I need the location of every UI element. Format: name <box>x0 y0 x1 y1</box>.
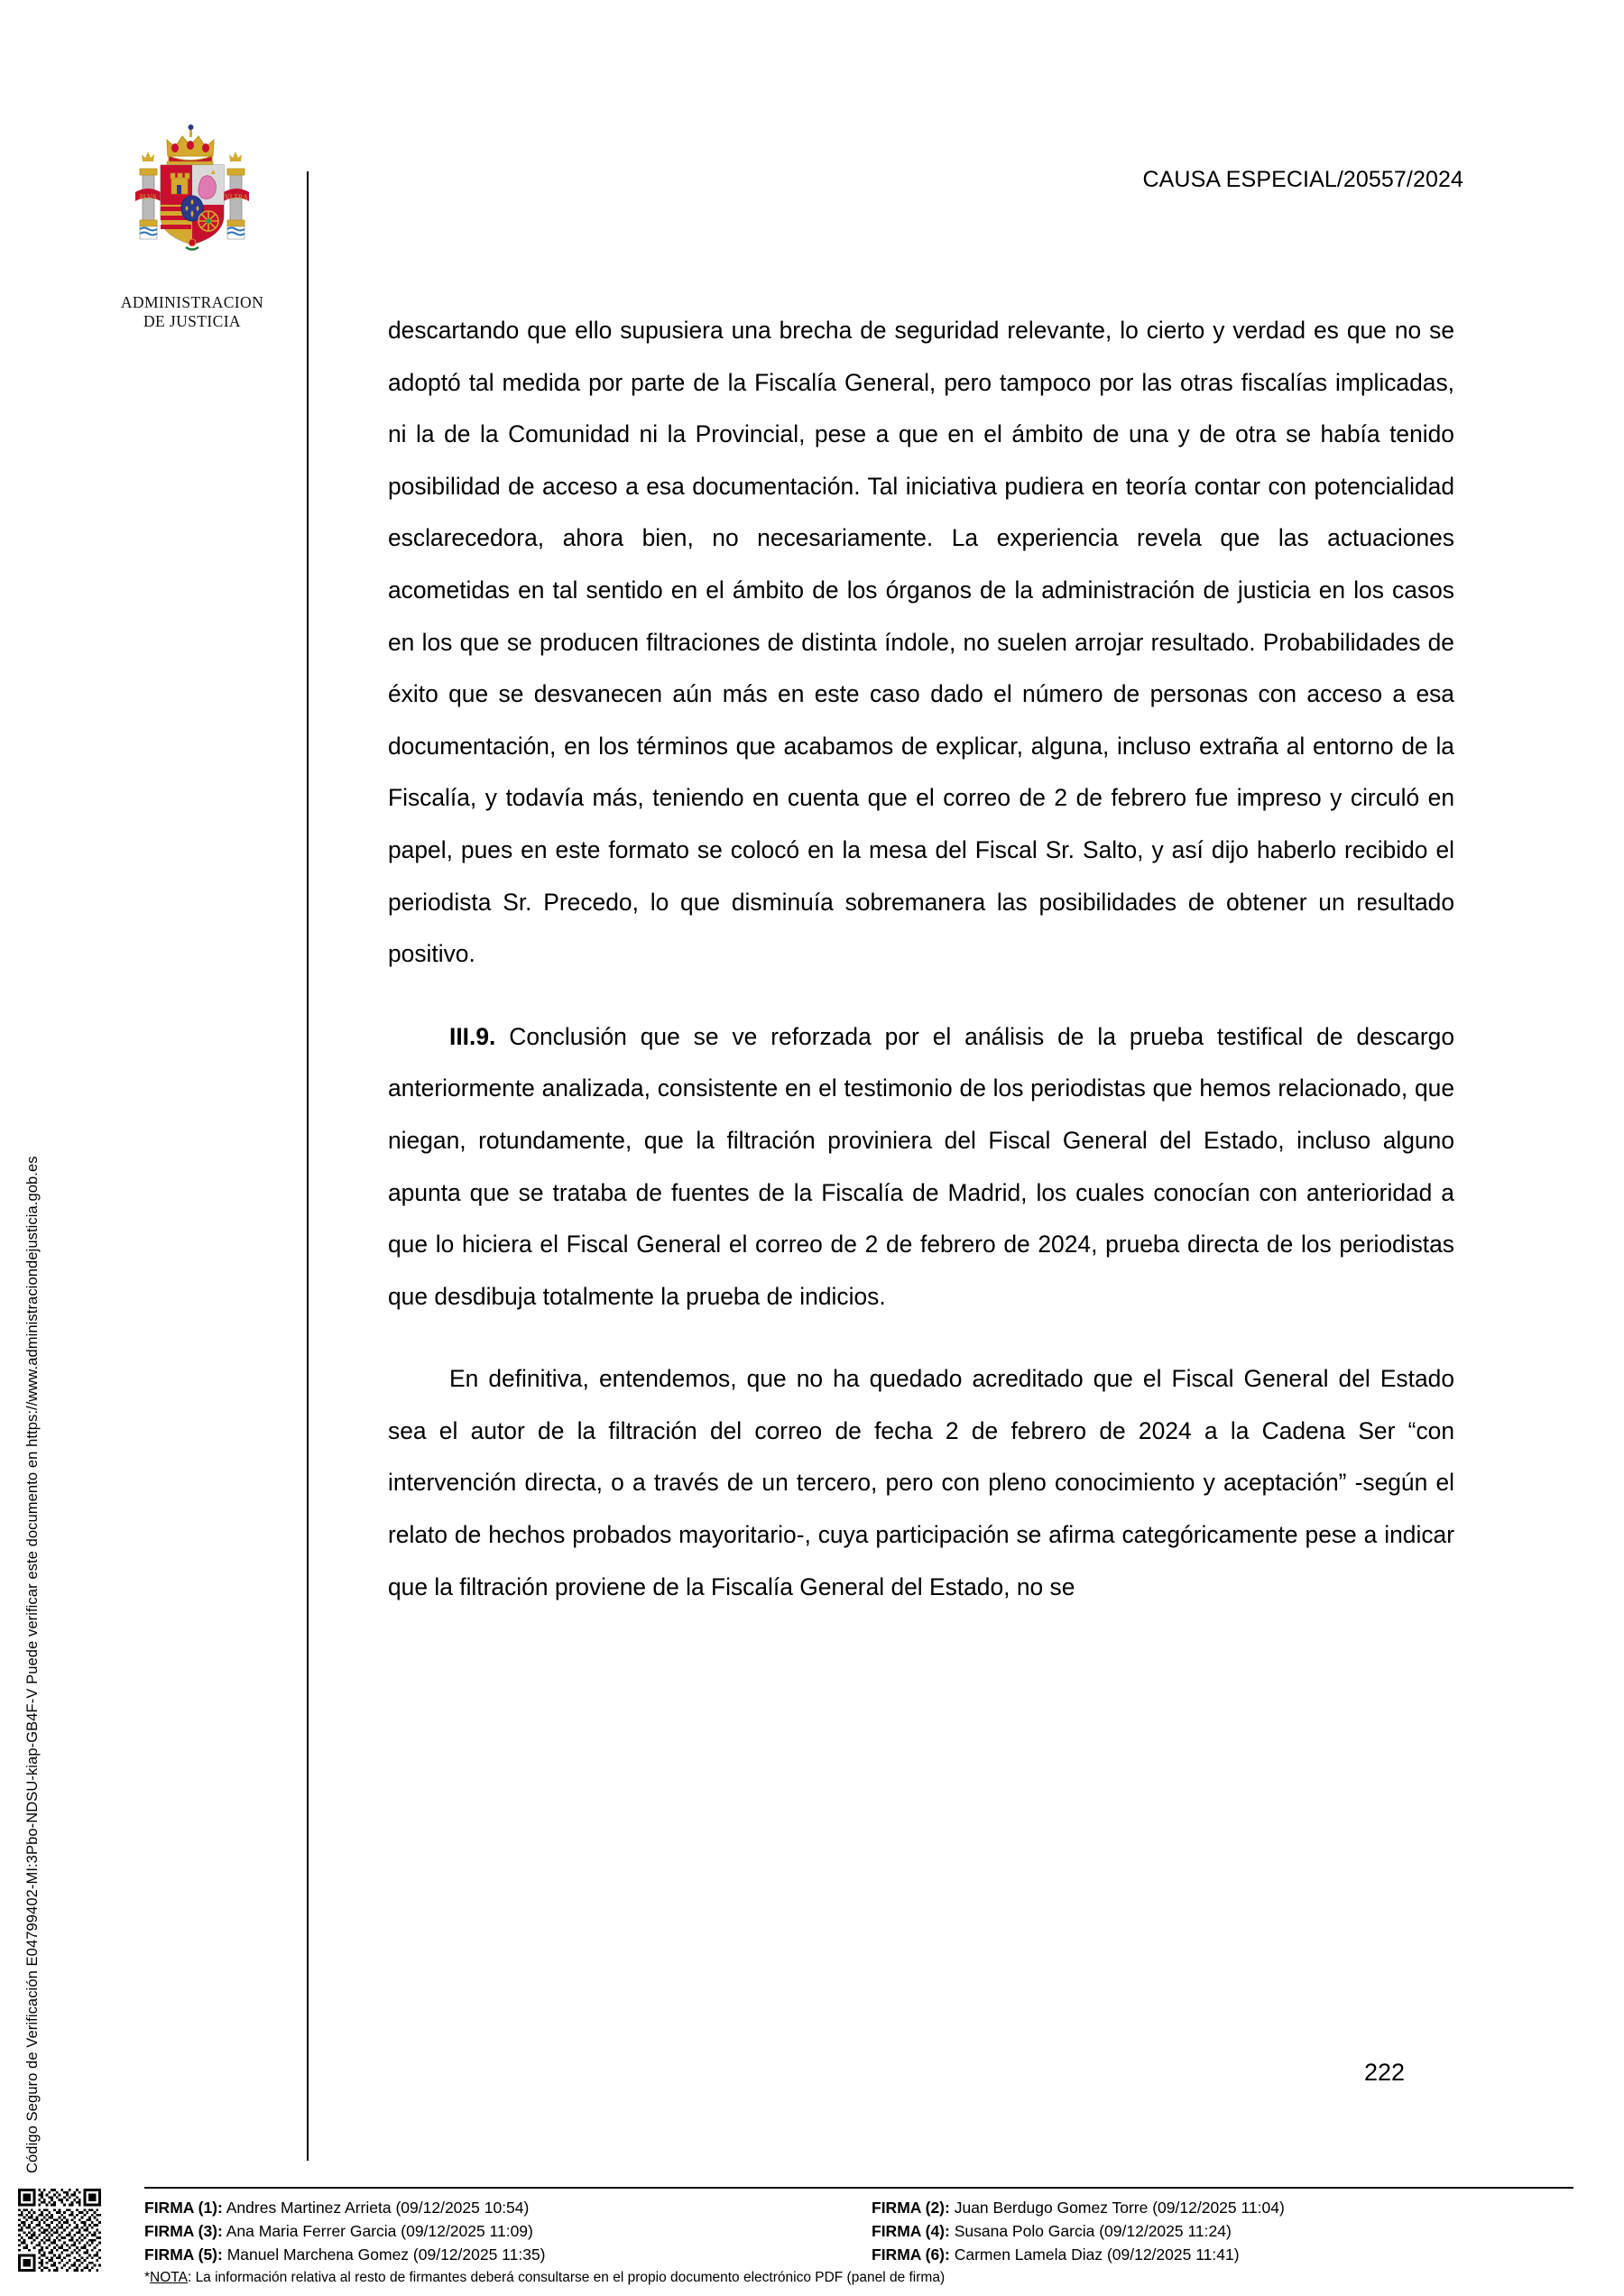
signature-label: FIRMA (2): <box>872 2199 950 2217</box>
signature-value: Andres Martinez Arrieta (09/12/2025 10:54) <box>222 2199 530 2217</box>
signature-footer <box>144 2187 1573 2287</box>
signature-label: FIRMA (3): <box>144 2222 223 2240</box>
para-conclusion-text: En definitiva, entendemos, que no ha quedado acreditado que el Fiscal General del Estado sea el autor de la filtración del correo de fecha 2 de febrero de 2024 a la Cadena Ser “con intervención directa, o a través de un tercero, pero con pleno conocimiento y aceptación” -según el relato de hechos probados mayoritario-, cuya participación se afirma categóricamente pese a indicar que la filtración proviene de la Fiscalía General del Estado, no se <box>388 1365 1454 1600</box>
para-iii-9 <box>388 1011 1454 1323</box>
emblem-label-line1: ADMINISTRACION <box>120 293 264 311</box>
emblem-label-line2: DE JUSTICIA <box>143 311 241 330</box>
qr-code <box>18 2186 101 2274</box>
spanish-coat-of-arms-icon <box>125 122 260 293</box>
signature-entry <box>872 2197 1573 2218</box>
page-number: 222 <box>1364 2059 1406 2086</box>
signature-value: Manuel Marchena Gomez (09/12/2025 11:35) <box>222 2245 546 2264</box>
footer-note-keyword: NOTA <box>150 2270 188 2285</box>
signature-label: FIRMA (1): <box>144 2199 223 2217</box>
para-continuation-text: descartando que ello supusiera una brecha de seguridad relevante, lo cierto y verdad es que no se adoptó tal medida por parte de la Fiscalía General, pero tampoco por las otras fiscalías implicadas, ni la de la Comunidad ni la Provincial, pese a que en el ámbito de una y de otra se había tenido posibilidad de acceso a esa documentación. Tal iniciativa pudiera en teoría contar con potencialidad esclarecedora, ahora bien, no necesariamente. La experiencia revela que las actuaciones acometidas en tal sentido en el ámbito de los órganos de la administración de justicia en los casos en los que se producen filtraciones de distinta índole, no suelen arrojar resultado. Probabilidades de éxito que se desvanecen aún más en este caso dado el número de personas con acceso a esa documentación, en los términos que acabamos de explicar, alguna, incluso extraña al entorno de la Fiscalía, y todavía más, teniendo en cuenta que el correo de 2 de febrero fue impreso y circuló en papel, pues en este formato se colocó en la mesa del Fiscal Sr. Salto, y así dijo haberlo recibido el periodista Sr. Precedo, lo que disminuía sobremanera las posibilidades de obtener un resultado positivo. <box>388 317 1454 968</box>
signature-value: Ana Maria Ferrer Garcia (09/12/2025 11:09) <box>222 2222 533 2240</box>
margin-divider-rule <box>307 171 309 2161</box>
signature-entry <box>872 2220 1573 2242</box>
signature-grid <box>144 2197 1573 2265</box>
signature-entry <box>144 2244 872 2265</box>
para-conclusion <box>388 1353 1454 1613</box>
signature-entry <box>144 2197 872 2218</box>
para-iii-9-marker: III.9. <box>449 1022 496 1050</box>
coat-of-arms-block <box>97 122 287 330</box>
footer-note-text: : La información relativa al resto de firmantes deberá consultarse en el propio documento electrónico PDF (panel de firma) <box>187 2270 946 2285</box>
signature-label: FIRMA (4): <box>872 2222 950 2240</box>
footer-divider <box>144 2187 1573 2189</box>
footer-note <box>144 2268 1573 2287</box>
motto-right: VLTRA <box>225 193 248 201</box>
case-header: CAUSA ESPECIAL/20557/2024 <box>1142 167 1463 192</box>
signature-value: Susana Polo Garcia (09/12/2025 11:24) <box>949 2222 1232 2240</box>
document-body <box>388 305 1454 1644</box>
signature-label: FIRMA (6): <box>872 2245 950 2264</box>
signature-value: Carmen Lamela Diaz (09/12/2025 11:41) <box>949 2245 1240 2264</box>
footer-note-prefix: * <box>144 2270 151 2285</box>
verification-margin-strip <box>0 0 78 2173</box>
motto-left: PLVS <box>139 193 157 201</box>
signature-value: Juan Berdugo Gomez Torre (09/12/2025 11:04) <box>949 2199 1285 2217</box>
signature-entry <box>872 2244 1573 2265</box>
signature-label: FIRMA (5): <box>144 2245 223 2264</box>
para-iii-9-text: Conclusión que se ve reforzada por el análisis de la prueba testifical de descargo anteriormente analizada, consistente en el testimonio de los periodistas que hemos relacionado, que niegan, rotundamente, que la filtración proviniera del Fiscal General del Estado, incluso alguno apunta que se trataba de fuentes de la Fiscalía de Madrid, los cuales conocían con anterioridad a que lo hiciera el Fiscal General el correo de 2 de febrero de 2024, prueba directa de los periodistas que desdibuja totalmente la prueba de indicios. <box>388 1022 1454 1310</box>
verification-code-text: Código Seguro de Verificación E04799402-MI:3Pbo-NDSU-kiap-GB4F-V Puede verificar este documento en https://www.administraciondejusticia.gob.es <box>24 1156 41 2173</box>
para-continuation <box>388 305 1454 981</box>
signature-entry <box>144 2220 872 2242</box>
